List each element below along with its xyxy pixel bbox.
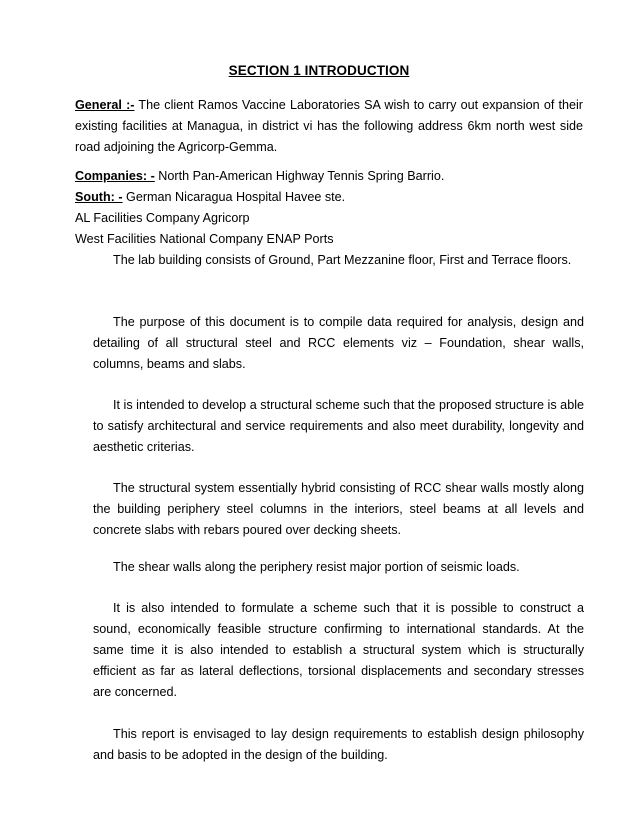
paragraph-report: This report is envisaged to lay design requirements to establish design philosophy and basis to be adopted in the design of the building. bbox=[93, 727, 584, 762]
south-line bbox=[75, 187, 585, 208]
south-text: German Nicaragua Hospital Havee ste. bbox=[122, 190, 346, 204]
paragraph-floors: The lab building consists of Ground, Part Mezzanine floor, First and Terrace floors. bbox=[113, 253, 572, 267]
companies-label: Companies: - bbox=[75, 169, 155, 183]
general-label: General :- bbox=[75, 98, 135, 112]
paragraph-structural-system: The structural system essentially hybrid consisting of RCC shear walls mostly along the building periphery steel columns in the interiors, steel beams at all levels and concrete slabs with rebars poured over decking sheets. bbox=[93, 481, 584, 537]
general-text: The client Ramos Vaccine Laboratories SA wish to carry out expansion of their existing facilities at Managua, in district vi has the following address 6km north west side road adjoining the Agricorp-Gemma. bbox=[75, 98, 583, 154]
west-facilities-line: West Facilities National Company ENAP Ports bbox=[75, 232, 334, 246]
al-facilities-line: AL Facilities Company Agricorp bbox=[75, 211, 250, 225]
paragraph-standards: It is also intended to formulate a scheme such that it is possible to construct a sound, economically feasible structure confirming to international standards. At the same time it is also intended to establish a structural system which is structurally efficient as far as lateral deflections, torsional displacements and secondary stresses are concerned. bbox=[93, 601, 584, 699]
general-paragraph bbox=[75, 95, 583, 158]
paragraph-purpose: The purpose of this document is to compile data required for analysis, design and detailing of all structural steel and RCC elements viz – Foundation, shear walls, columns, beams and slabs. bbox=[93, 315, 584, 371]
section-title: SECTION 1 INTRODUCTION bbox=[228, 63, 410, 78]
south-label: South: - bbox=[75, 190, 123, 204]
companies-line bbox=[75, 166, 585, 187]
paragraph-scheme: It is intended to develop a structural scheme such that the proposed structure is able to satisfy architectural and service requirements and also meet durability, longevity and aesthetic criterias. bbox=[93, 398, 584, 454]
paragraph-shear-walls: The shear walls along the periphery resist major portion of seismic loads. bbox=[113, 560, 520, 574]
companies-text: North Pan-American Highway Tennis Spring Barrio. bbox=[154, 169, 445, 183]
